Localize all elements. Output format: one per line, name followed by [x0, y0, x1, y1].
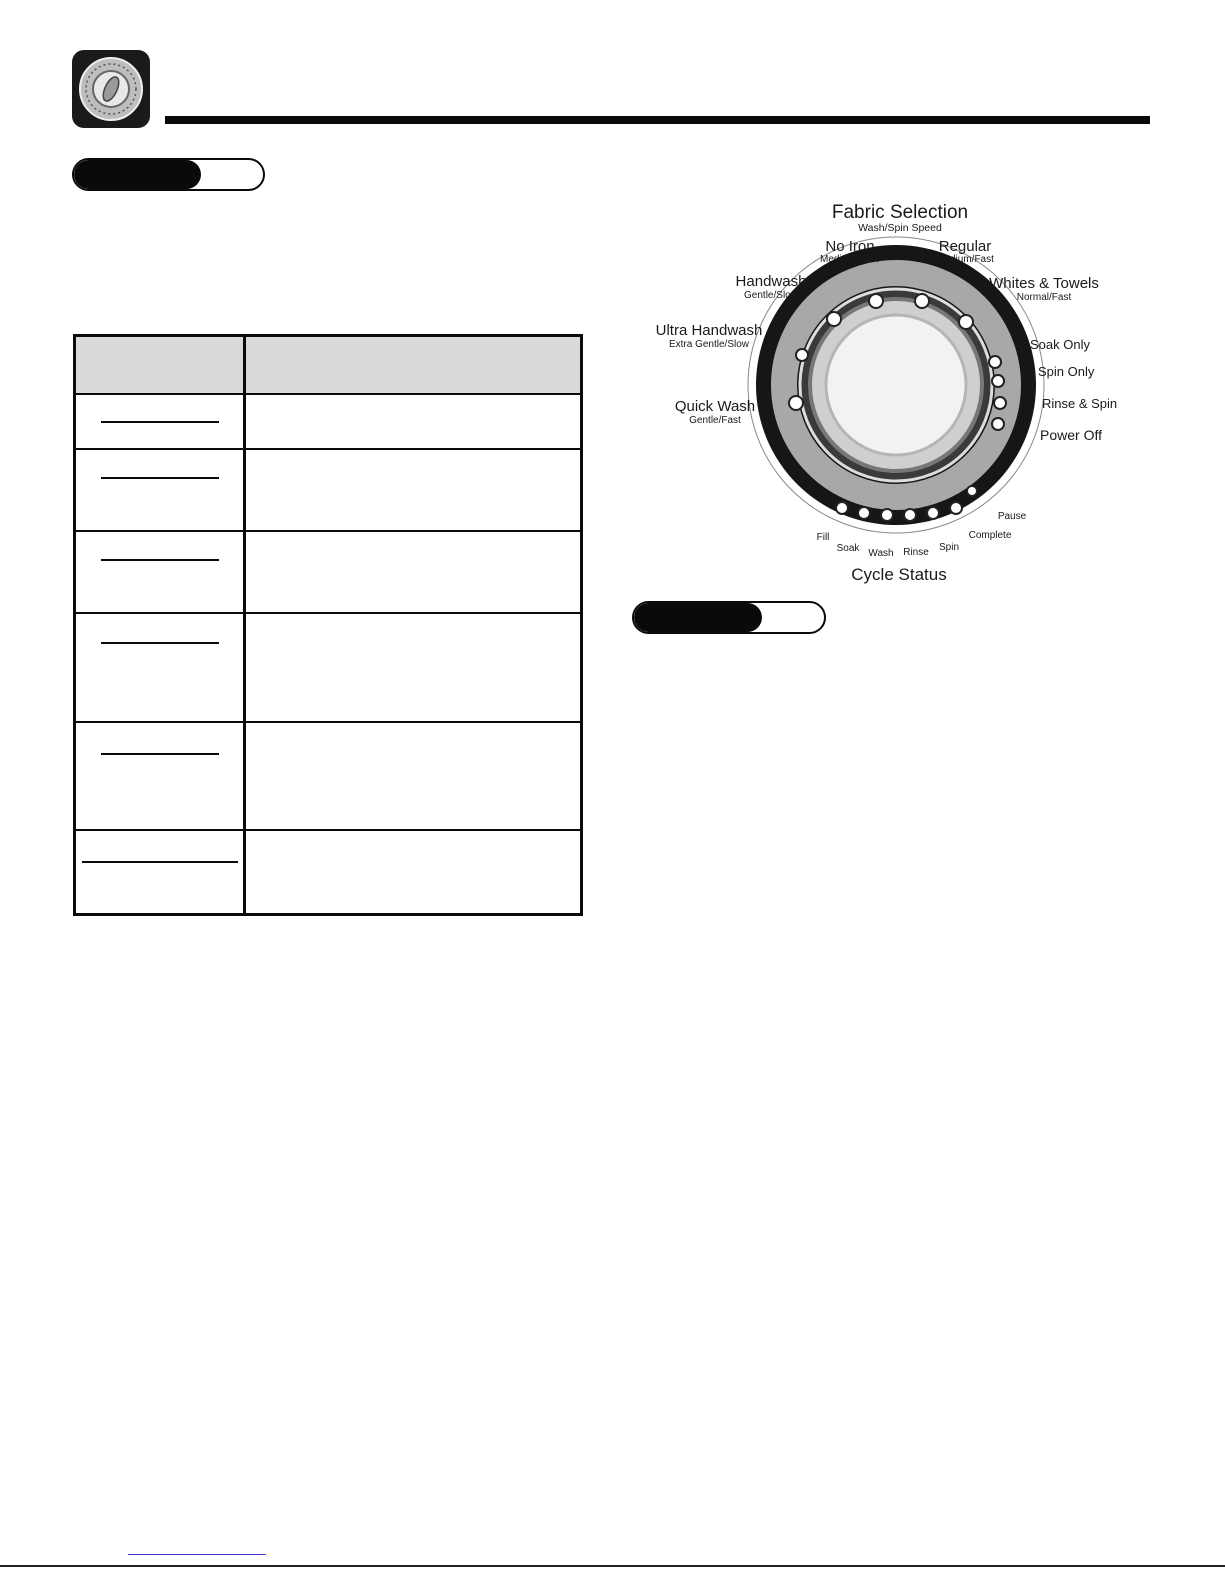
footer-link[interactable] — [128, 1554, 266, 1555]
setting-speed: Normal/Fast — [1016, 292, 1072, 303]
fabric-selection-title: Fabric Selection — [831, 202, 969, 223]
setting-name: Regular — [938, 238, 992, 255]
table-row-divider — [76, 721, 580, 723]
header-rule — [165, 116, 1150, 124]
fabric-table — [73, 334, 583, 916]
section-tab — [72, 158, 265, 191]
setting-speed: Extra Gentle/Slow — [668, 339, 750, 350]
status-item: Wash — [868, 548, 894, 559]
table-row — [101, 642, 219, 644]
table-row-divider — [76, 448, 580, 450]
setting-name: Ultra Handwash — [655, 322, 763, 339]
setting-speed: Gentle/Fast — [689, 415, 741, 426]
table-row — [101, 421, 219, 423]
table-row — [101, 559, 219, 561]
table-row — [82, 861, 238, 863]
table-row — [101, 477, 219, 479]
right-option: Power Off — [1040, 427, 1102, 443]
setting-name: Whites & Towels — [989, 275, 1099, 292]
right-option: Rinse & Spin — [1042, 396, 1118, 411]
setting-speed: Medium/Slow — [819, 254, 881, 265]
status-item: Rinse — [903, 547, 929, 558]
setting-name: No Iron — [825, 238, 875, 255]
setting-name: Handwash — [735, 273, 807, 290]
status-item: Complete — [968, 530, 1012, 541]
setting-name: Quick Wash — [674, 398, 756, 415]
setting-speed: Gentle/Slow — [744, 290, 798, 301]
status-item: Soak — [836, 543, 860, 554]
dial-knob-icon — [72, 50, 150, 128]
status-item: Fill — [816, 532, 830, 543]
control-dial — [620, 195, 1140, 595]
fabric-selection-subtitle: Wash/Spin Speed — [858, 222, 942, 234]
table-row — [101, 753, 219, 755]
table-header — [76, 337, 580, 395]
cycle-status-title: Cycle Status — [851, 565, 947, 584]
section-tab — [632, 601, 826, 634]
right-option: Soak Only — [1030, 337, 1090, 352]
right-option: Spin Only — [1038, 364, 1095, 379]
table-row-divider — [76, 530, 580, 532]
table-row-divider — [76, 612, 580, 614]
setting-speed: Medium/Fast — [936, 254, 994, 265]
status-item: Pause — [997, 511, 1027, 522]
table-row-divider — [76, 829, 580, 831]
footer-rule — [0, 1565, 1225, 1567]
status-item: Spin — [938, 542, 960, 553]
